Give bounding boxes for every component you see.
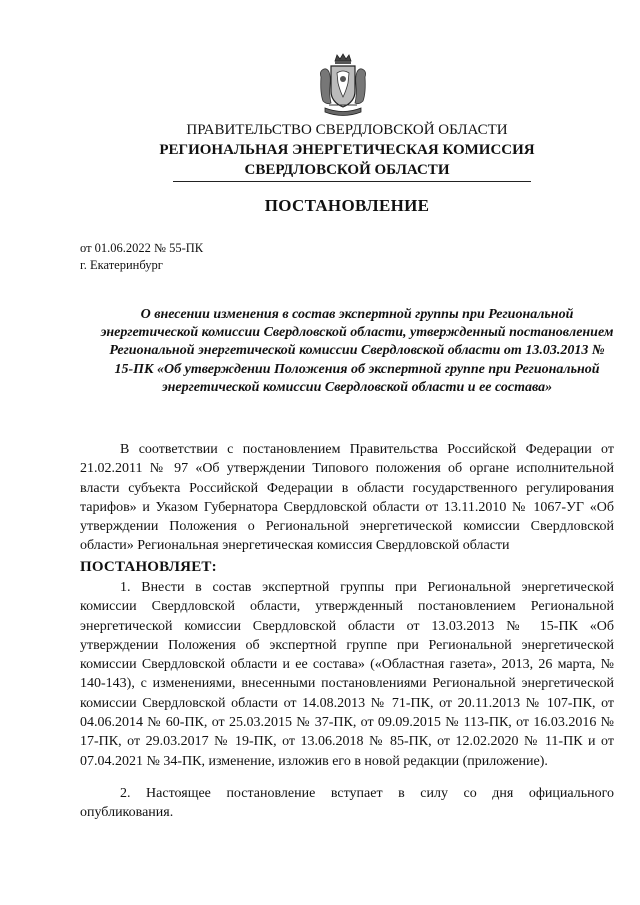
commission-name-line2: СВЕРДЛОВСКОЙ ОБЛАСТИ bbox=[244, 162, 450, 178]
government-name: ПРАВИТЕЛЬСТВО СВЕРДЛОВСКОЙ ОБЛАСТИ bbox=[186, 122, 508, 138]
issuer-header bbox=[80, 120, 614, 180]
document-meta bbox=[80, 240, 203, 274]
decree-word: ПОСТАНОВЛЯЕТ: bbox=[80, 559, 217, 575]
item-1-paragraph bbox=[80, 578, 614, 771]
date-number: от 01.06.2022 № 55-ПК bbox=[80, 241, 204, 255]
document-type-title: ПОСТАНОВЛЕНИЕ bbox=[264, 196, 430, 215]
coat-of-arms-icon bbox=[317, 53, 369, 119]
document-subject: О внесении изменения в состав экспертной группы при Региональной энергетической комиссии Свердловской области, утвержденный постановлением Региональной энергетической комиссии Свердловской области от 13.03.2013 № 15-ПК «Об утверждении Положения об экспертной группе при Региональной энергетической комиссии Свердловской области и ее состава» bbox=[100, 307, 614, 395]
preamble-paragraph bbox=[80, 440, 614, 556]
item-2-paragraph bbox=[80, 784, 614, 823]
header-divider bbox=[173, 181, 531, 182]
item-1-text: 1. Внести в состав экспертной группы при Региональной энергетической комиссии Свердловской области, утвержденный постановлением Региональной энергетической комиссии Свердловской области от 13.03.2013 № 15-ПК «Об утверждении Положения об экспертной группе при Региональной энергетической комиссии Свердловской области и ее состава» («Областная газета», 2013, 26 марта, № 140-143), с изменениями, внесенными постановлениями Региональной энергетической комиссии Свердловской области от 14.08.2013 № 71-ПК, от 20.11.2013 № 107-ПК, от 04.06.2014 № 60-ПК, от 25.03.2015 № 37-ПК, от 09.09.2015 № 113-ПК, от 16.03.2016 № 17-ПК, от 29.03.2017 № 19-ПК, от 13.06.2018 № 85-ПК, от 12.02.2020 № 11-ПК и от 07.04.2021 № 34-ПК, изменение, изложив его в новой редакции (приложение). bbox=[80, 580, 614, 769]
preamble-text: В соответствии с постановлением Правительства Российской Федерации от 21.02.2011 № 97 «Об утверждении Типового положения об органе исполнительной власти субъекта Российской Федерации в области государственного регулирования тарифов» и Указом Губернатора Свердловской области от 13.11.2010 № 1067-УГ «Об утверждении Положения о Региональной энергетической комиссии Свердловской области» Региональная энергетическая комиссия Свердловской области bbox=[80, 442, 614, 554]
city: г. Екатеринбург bbox=[80, 258, 163, 272]
item-2-text: 2. Настоящее постановление вступает в силу со дня официального опубликования. bbox=[80, 786, 614, 821]
commission-name-line1: РЕГИОНАЛЬНАЯ ЭНЕРГЕТИЧЕСКАЯ КОМИССИЯ bbox=[159, 142, 535, 158]
